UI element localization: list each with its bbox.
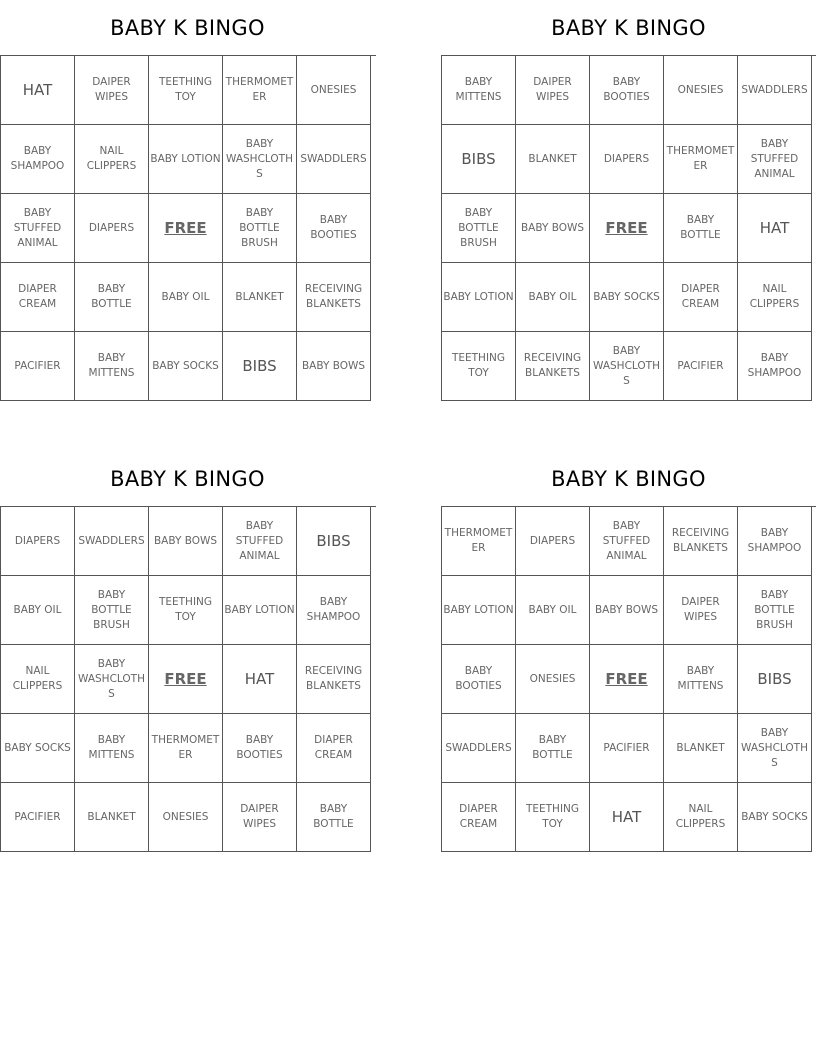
bingo-cell: BABY SHAMPOO <box>297 576 371 645</box>
bingo-cell: RECEIVING BLANKETS <box>664 507 738 576</box>
bingo-cell: BABY BOOTIES <box>223 714 297 783</box>
bingo-cell: BABY LOTION <box>442 576 516 645</box>
bingo-cell: DIAPER CREAM <box>1 263 75 332</box>
card-title: BABY K BINGO <box>110 467 265 491</box>
bingo-cell: DIAPER CREAM <box>442 783 516 852</box>
bingo-card-4 <box>441 451 816 852</box>
bingo-card-2 <box>441 0 816 401</box>
bingo-cell: DIAPERS <box>75 194 149 263</box>
bingo-cell: PACIFIER <box>1 783 75 852</box>
bingo-cell: BABY BOTTLE <box>516 714 590 783</box>
bingo-cell: THERMOMETER <box>149 714 223 783</box>
bingo-cell: RECEIVING BLANKETS <box>297 263 371 332</box>
bingo-cell: BABY STUFFED ANIMAL <box>223 507 297 576</box>
bingo-cell: HAT <box>590 783 664 852</box>
bingo-cell: RECEIVING BLANKETS <box>297 645 371 714</box>
bingo-cell: BLANKET <box>664 714 738 783</box>
bingo-cell: BIBS <box>297 507 371 576</box>
bingo-cell: BABY WASHCLOTHS <box>75 645 149 714</box>
bingo-card-3 <box>0 451 375 852</box>
bingo-cell: THERMOMETER <box>223 56 297 125</box>
card-title: BABY K BINGO <box>110 16 265 40</box>
bingo-cell: BABY BOTTLE BRUSH <box>738 576 812 645</box>
bingo-cell: RECEIVING BLANKETS <box>516 332 590 401</box>
bingo-cell: DIAPERS <box>516 507 590 576</box>
bingo-cell: BLANKET <box>223 263 297 332</box>
bingo-cell: BABY MITTENS <box>442 56 516 125</box>
bingo-cell: SWADDLERS <box>297 125 371 194</box>
bingo-cell: BABY BOWS <box>590 576 664 645</box>
bingo-cell: NAIL CLIPPERS <box>738 263 812 332</box>
bingo-cell: HAT <box>223 645 297 714</box>
bingo-cell: HAT <box>738 194 812 263</box>
bingo-cell: BIBS <box>223 332 297 401</box>
bingo-cell: BABY SOCKS <box>590 263 664 332</box>
bingo-cell: ONESIES <box>664 56 738 125</box>
card-title: BABY K BINGO <box>551 467 706 491</box>
bingo-cell: SWADDLERS <box>75 507 149 576</box>
bingo-cell: BABY STUFFED ANIMAL <box>738 125 812 194</box>
bingo-cell: TEETHING TOY <box>442 332 516 401</box>
bingo-cell: ONESIES <box>297 56 371 125</box>
free-space: FREE <box>590 194 664 263</box>
bingo-cell: THERMOMETER <box>442 507 516 576</box>
bingo-cell: THERMOMETER <box>664 125 738 194</box>
bingo-cell: BABY BOOTIES <box>442 645 516 714</box>
bingo-cell: DAIPER WIPES <box>664 576 738 645</box>
bingo-cell: TEETHING TOY <box>516 783 590 852</box>
bingo-cell: BABY SHAMPOO <box>738 507 812 576</box>
bingo-cell: BABY WASHCLOTHS <box>738 714 812 783</box>
bingo-cell: BABY BOOTIES <box>590 56 664 125</box>
bingo-cell: ONESIES <box>516 645 590 714</box>
free-space: FREE <box>590 645 664 714</box>
bingo-cell: TEETHING TOY <box>149 56 223 125</box>
bingo-cell: BABY LOTION <box>442 263 516 332</box>
bingo-cell: DIAPER CREAM <box>664 263 738 332</box>
bingo-cell: HAT <box>1 56 75 125</box>
bingo-cell: BABY LOTION <box>223 576 297 645</box>
bingo-cell: BABY STUFFED ANIMAL <box>1 194 75 263</box>
bingo-cell: BABY BOTTLE BRUSH <box>442 194 516 263</box>
bingo-cell: BABY BOTTLE BRUSH <box>75 576 149 645</box>
bingo-cell: BLANKET <box>75 783 149 852</box>
bingo-grid <box>441 55 816 401</box>
bingo-cell: PACIFIER <box>590 714 664 783</box>
bingo-cell: BIBS <box>442 125 516 194</box>
bingo-cell: BABY STUFFED ANIMAL <box>590 507 664 576</box>
bingo-cell: NAIL CLIPPERS <box>1 645 75 714</box>
bingo-cell: BABY BOTTLE <box>664 194 738 263</box>
bingo-cell: SWADDLERS <box>738 56 812 125</box>
card-title: BABY K BINGO <box>551 16 706 40</box>
bingo-cell: BABY OIL <box>516 263 590 332</box>
bingo-cell: BIBS <box>738 645 812 714</box>
bingo-cell: BABY SOCKS <box>1 714 75 783</box>
bingo-cell: PACIFIER <box>1 332 75 401</box>
bingo-cell: ONESIES <box>149 783 223 852</box>
bingo-cell: BABY MITTENS <box>75 332 149 401</box>
bingo-cell: BABY OIL <box>149 263 223 332</box>
bingo-cell: NAIL CLIPPERS <box>75 125 149 194</box>
bingo-cell: BABY SOCKS <box>149 332 223 401</box>
bingo-cell: DIAPER CREAM <box>297 714 371 783</box>
bingo-cell: DAIPER WIPES <box>223 783 297 852</box>
bingo-grid <box>441 506 816 852</box>
bingo-cell: SWADDLERS <box>442 714 516 783</box>
bingo-cell: DIAPERS <box>1 507 75 576</box>
bingo-cell: BABY WASHCLOTHS <box>590 332 664 401</box>
bingo-cell: BABY BOWS <box>516 194 590 263</box>
bingo-cell: BLANKET <box>516 125 590 194</box>
bingo-cell: NAIL CLIPPERS <box>664 783 738 852</box>
bingo-cell: DAIPER WIPES <box>516 56 590 125</box>
bingo-cell: BABY BOTTLE BRUSH <box>223 194 297 263</box>
free-space: FREE <box>149 645 223 714</box>
bingo-cell: PACIFIER <box>664 332 738 401</box>
bingo-cell: BABY BOTTLE <box>75 263 149 332</box>
bingo-grid <box>0 55 376 401</box>
bingo-cell: BABY OIL <box>1 576 75 645</box>
bingo-cell: BABY BOTTLE <box>297 783 371 852</box>
bingo-cell: BABY SOCKS <box>738 783 812 852</box>
bingo-cell: BABY BOOTIES <box>297 194 371 263</box>
bingo-cell: BABY SHAMPOO <box>738 332 812 401</box>
bingo-cell: BABY MITTENS <box>664 645 738 714</box>
bingo-cell: BABY SHAMPOO <box>1 125 75 194</box>
bingo-cell: BABY LOTION <box>149 125 223 194</box>
bingo-cell: DAIPER WIPES <box>75 56 149 125</box>
bingo-grid <box>0 506 376 852</box>
bingo-cell: DIAPERS <box>590 125 664 194</box>
bingo-card-1 <box>0 0 375 401</box>
bingo-cell: BABY OIL <box>516 576 590 645</box>
bingo-cell: BABY MITTENS <box>75 714 149 783</box>
bingo-cell: BABY BOWS <box>297 332 371 401</box>
bingo-cell: BABY WASHCLOTHS <box>223 125 297 194</box>
bingo-cell: BABY BOWS <box>149 507 223 576</box>
free-space: FREE <box>149 194 223 263</box>
bingo-cell: TEETHING TOY <box>149 576 223 645</box>
